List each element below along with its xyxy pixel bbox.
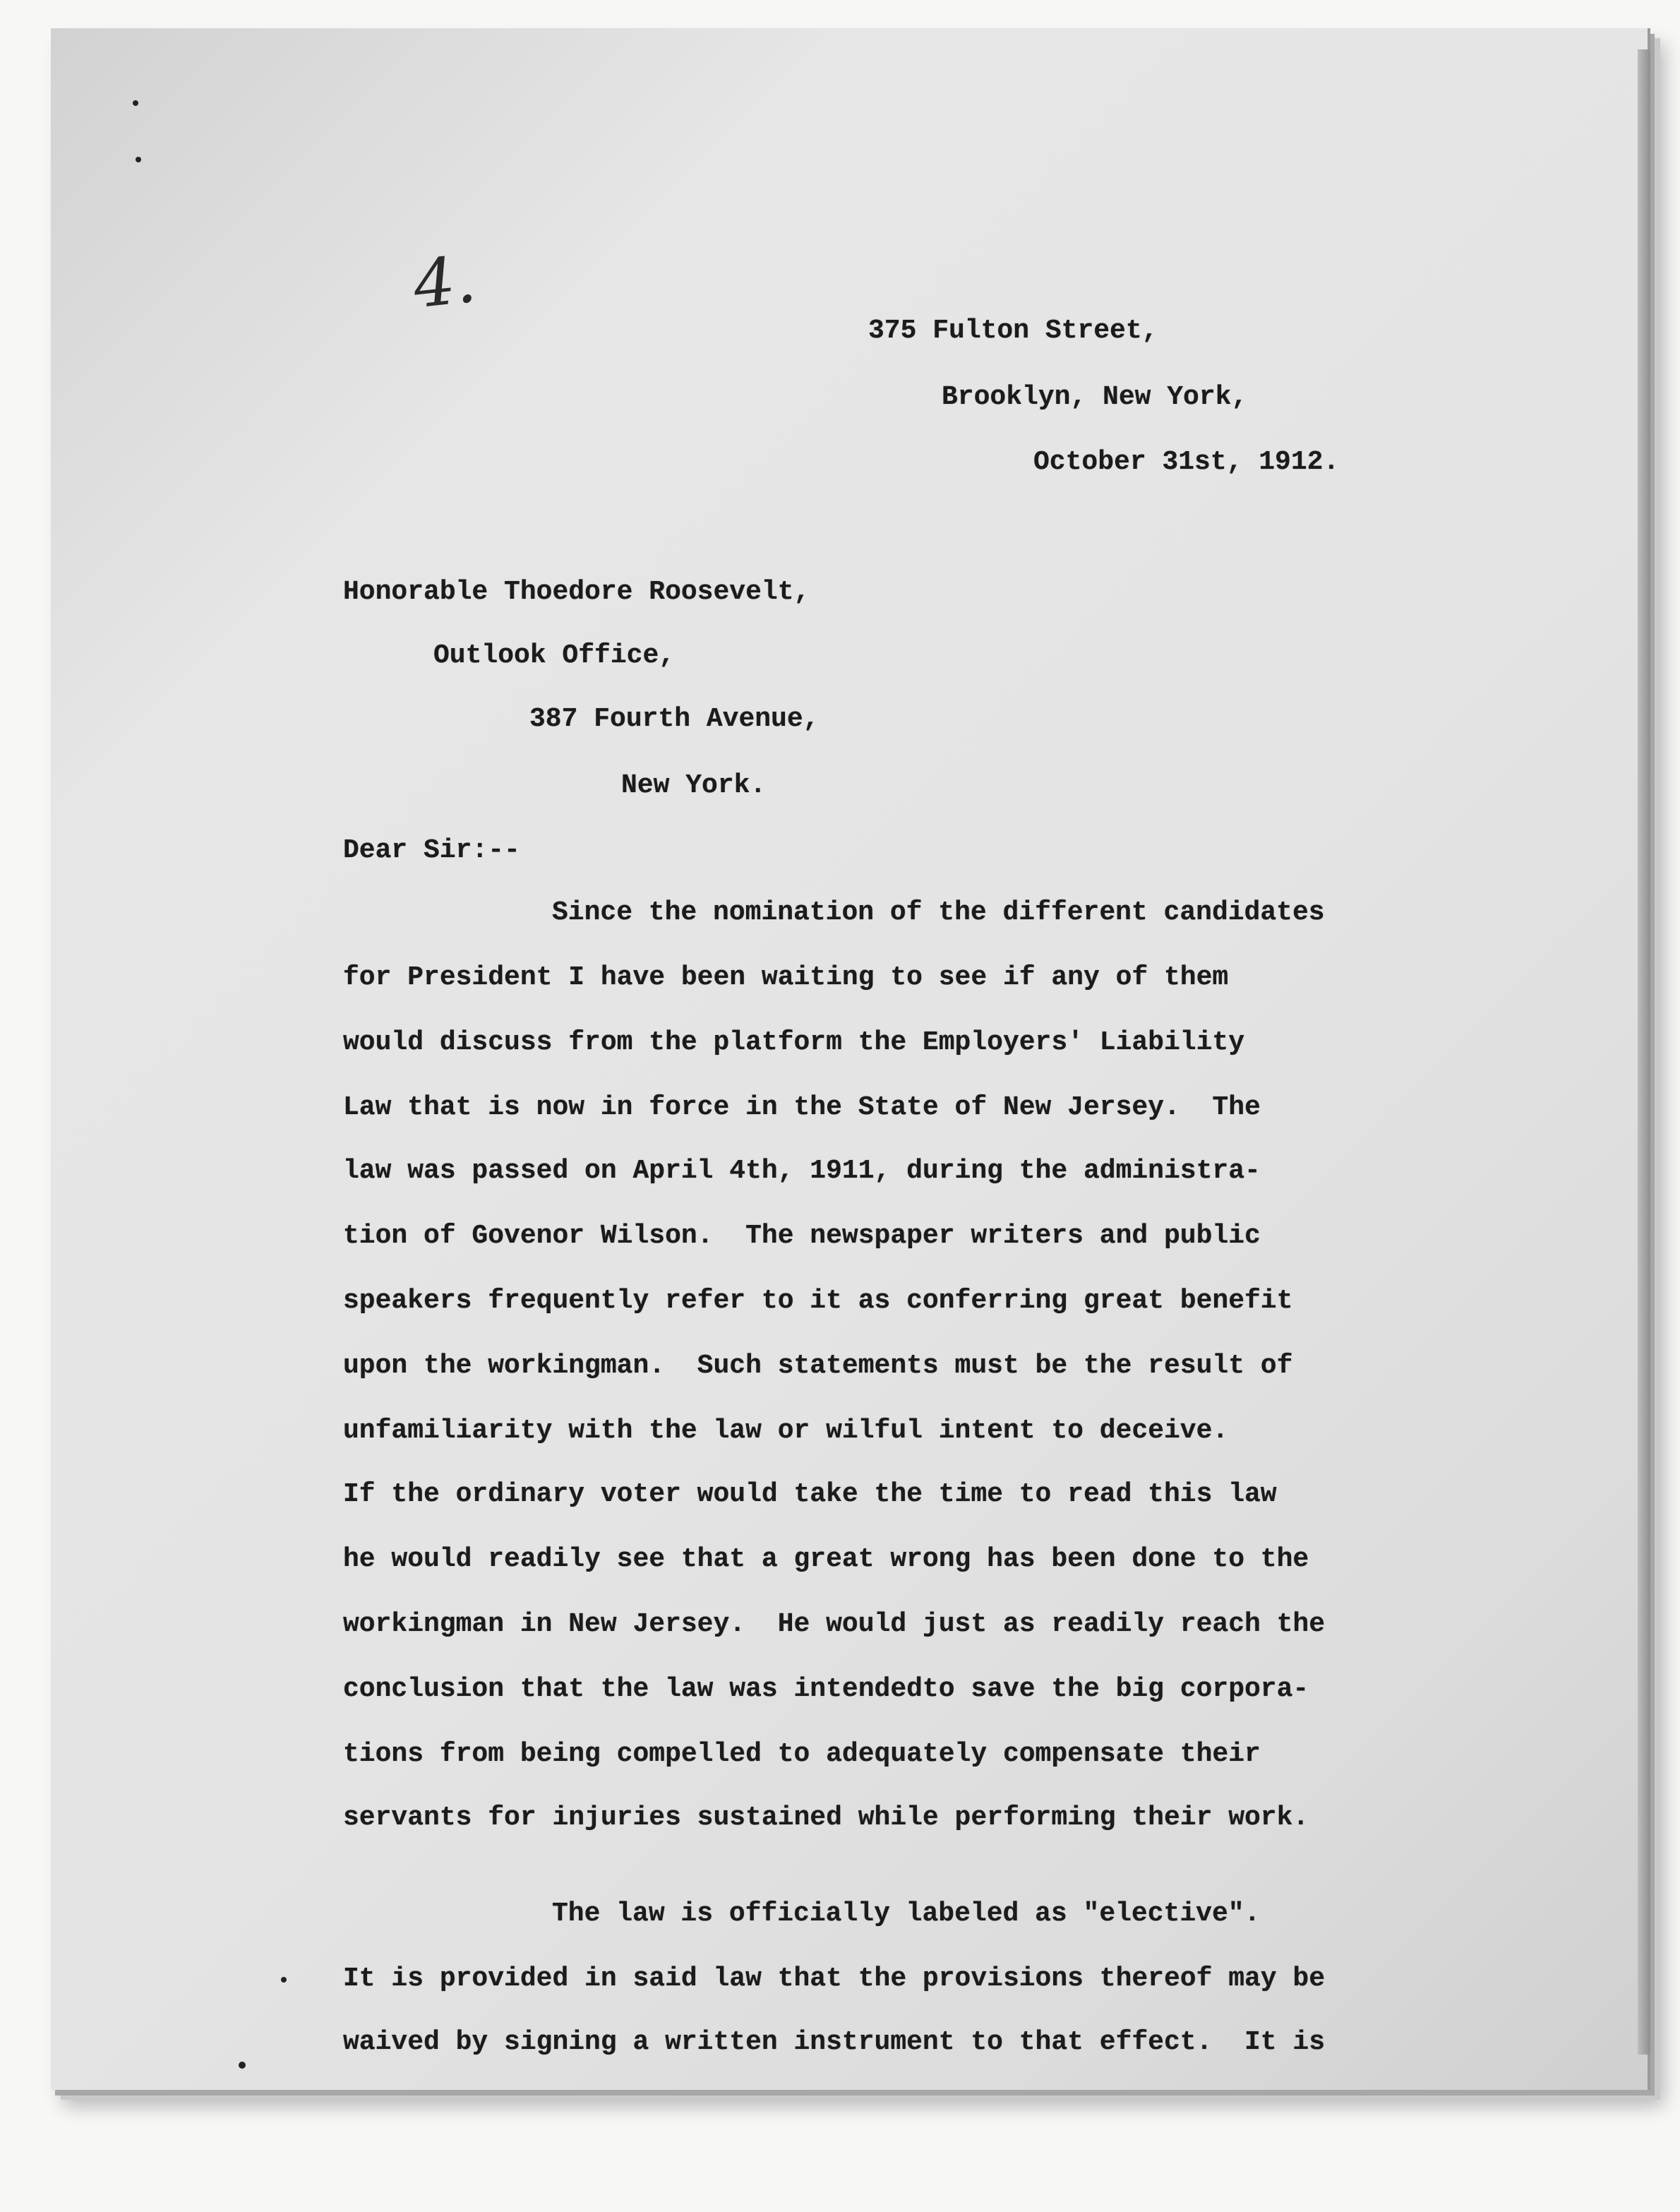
recipient-street: 387 Fourth Avenue, bbox=[529, 704, 820, 734]
text-line: for President I have been waiting to see if any of them bbox=[343, 962, 1229, 993]
text-line: It is provided in said law that the provisions thereof may be bbox=[343, 1963, 1326, 1994]
text-line: The law is officially labeled as "elective". bbox=[552, 1899, 1261, 1929]
ink-speck bbox=[239, 2062, 246, 2069]
text-line: servants for injuries sustained while performing their work. bbox=[343, 1803, 1309, 1833]
text-line: law was passed on April 4th, 1911, during the administra- bbox=[343, 1156, 1261, 1186]
text-line: Law that is now in force in the State of New Jersey. The bbox=[343, 1092, 1261, 1123]
text-line: upon the workingman. Such statements must be the result of bbox=[343, 1351, 1293, 1381]
text-line: conclusion that the law was intendedto save the big corpora- bbox=[343, 1674, 1309, 1704]
recipient-city: New York. bbox=[621, 770, 767, 801]
text-line: waived by signing a written instrument to that effect. It is bbox=[343, 2027, 1326, 2057]
handwritten-page-number: 4. bbox=[409, 241, 480, 323]
recipient-office: Outlook Office, bbox=[433, 640, 676, 671]
text-line: tion of Govenor Wilson. The newspaper writers and public bbox=[343, 1221, 1261, 1251]
recipient-name: Honorable Thoedore Roosevelt, bbox=[343, 577, 810, 607]
text-line: tions from being compelled to adequately compensate their bbox=[343, 1739, 1261, 1769]
text-line: unfamiliarity with the law or wilful intent to deceive. bbox=[343, 1416, 1229, 1446]
ink-speck bbox=[136, 157, 141, 162]
ink-speck bbox=[281, 1977, 287, 1983]
sender-address-line1: 375 Fulton Street, bbox=[868, 316, 1158, 346]
sender-address-line2: Brooklyn, New York, bbox=[942, 382, 1248, 412]
page-edge-shadow bbox=[1638, 49, 1650, 2055]
text-line: speakers frequently refer to it as conferring great benefit bbox=[343, 1286, 1293, 1316]
text-line: Since the nomination of the different candidates bbox=[552, 897, 1325, 928]
letter-page bbox=[51, 28, 1650, 2090]
ink-speck bbox=[133, 100, 138, 106]
text-line: would discuss from the platform the Employers' Liability bbox=[343, 1027, 1245, 1058]
letter-date: October 31st, 1912. bbox=[1033, 447, 1340, 477]
text-line: If the ordinary voter would take the time to read this law bbox=[343, 1479, 1277, 1509]
text-line: he would readily see that a great wrong has been done to the bbox=[343, 1544, 1309, 1574]
text-line: workingman in New Jersey. He would just as readily reach the bbox=[343, 1609, 1326, 1639]
salutation: Dear Sir:-- bbox=[343, 835, 520, 866]
